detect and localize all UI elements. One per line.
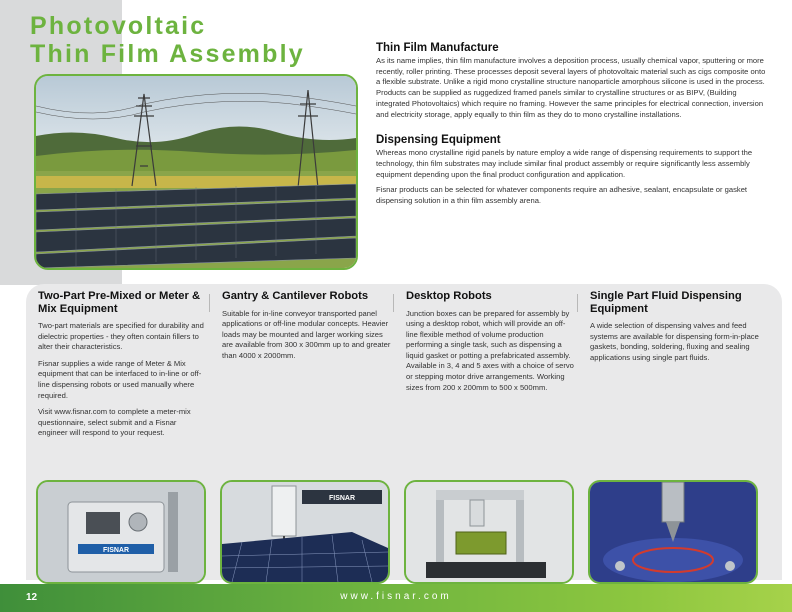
column-paragraph: Suitable for in-line conveyor transported panel applications or off-line modular concepts. Heavier loads may be mounted and larger working sizes are available from 300 x 300mm up to and greater than 4000 x 2000mm. <box>222 308 391 360</box>
dispensing-body-1: Whereas mono crystalline rigid panels by nature employ a wide range of dispensing requirements to support the technology, thin film substrates may include similar final product assembly or require significantly less assembly equipment depending upon the final product configuration and application. <box>376 148 753 179</box>
solar-field-photo <box>34 74 358 270</box>
fisnar-label: FISNAR <box>328 495 356 502</box>
page-number: 12 <box>26 592 38 603</box>
column-heading: Single Part Fluid Dispensing Equipment <box>590 290 742 315</box>
desktop-robot-photo <box>404 480 574 584</box>
column-divider <box>577 294 578 312</box>
page-footer <box>0 584 792 612</box>
dispensing-body-2: Fisnar products can be selected for whatever components require an adhesive, sealant, encapsulate or gasket dispensing solution in a thin film assembly arena. <box>376 185 748 206</box>
fisnar-label: FISNAR <box>102 547 130 554</box>
column-paragraph: Two-part materials are specified for durability and dielectric properties - they often contain fillers to alter their characteristics. <box>38 321 204 352</box>
column-heading: Two-Part Pre-Mixed or Meter & Mix Equipment <box>38 290 201 315</box>
right-text-block <box>376 42 771 212</box>
dispensing-valve-photo <box>588 480 758 584</box>
title-line-2: Thin Film Assembly <box>30 40 305 68</box>
thin-film-body: As its name implies, thin film manufacture involves a deposition process, usually chemical vapor, sputtering or more recently, roller printing. These processes deposit several layers of photovoltaic material such as cigs composite onto a flexible substrate. Unlike a rigid mono crystalline structure nanoparticle amorphous silicone is used in the process. Products can be supplied as ruggedized framed panels similar to crystalline structures or as BIPV, (Building integrated Photovoltaics) which require no framing. However the same principles for electrical connection, inversion and electricity storage, apply equally to thin film as they do to mono crystalline installations. <box>376 56 766 119</box>
column-meter-mix <box>38 290 208 445</box>
column-desktop-robots <box>406 290 576 399</box>
column-divider <box>393 294 394 312</box>
title-line-1: Photovoltaic <box>30 12 207 40</box>
page-title <box>30 12 305 68</box>
footer-url[interactable]: www.fisnar.com <box>340 591 452 602</box>
column-paragraph: Visit www.fisnar.com to complete a meter-mix questionnaire, select submit and a Fisnar engineer will respond to your request. <box>38 407 191 438</box>
gantry-robot-photo <box>220 480 390 584</box>
column-heading: Gantry & Cantilever Robots <box>222 290 369 302</box>
equipment-panel <box>26 284 782 580</box>
column-paragraph: Fisnar supplies a wide range of Meter & Mix equipment that can be interfaced to in-line or off-line dispensing robots or used manually where required. <box>38 358 202 400</box>
column-divider <box>209 294 210 312</box>
meter-mix-equipment-photo <box>36 480 206 584</box>
column-paragraph: A wide selection of dispensing valves and feed systems are available for dispensing form-in-place gaskets, bonding, soldering, fluxing and sealing applications using single part fluids. <box>590 321 759 362</box>
dispensing-heading: Dispensing Equipment <box>376 134 501 147</box>
column-single-part <box>590 290 760 369</box>
column-paragraph: Junction boxes can be prepared for assembly by using a desktop robot, which will provide an off-line flexible method of volume production performing a single task, such as dispensing a liquid gasket or potting a prefabricated assembly. Available in 3, 4 and 5 axes with a choice of servo or stepping motor drive arrangements. Working sizes from 200 x 200mm to 500 x 500mm. <box>406 308 574 392</box>
thin-film-heading: Thin Film Manufacture <box>376 42 499 54</box>
column-gantry-robots <box>222 290 392 367</box>
column-heading: Desktop Robots <box>406 290 492 302</box>
